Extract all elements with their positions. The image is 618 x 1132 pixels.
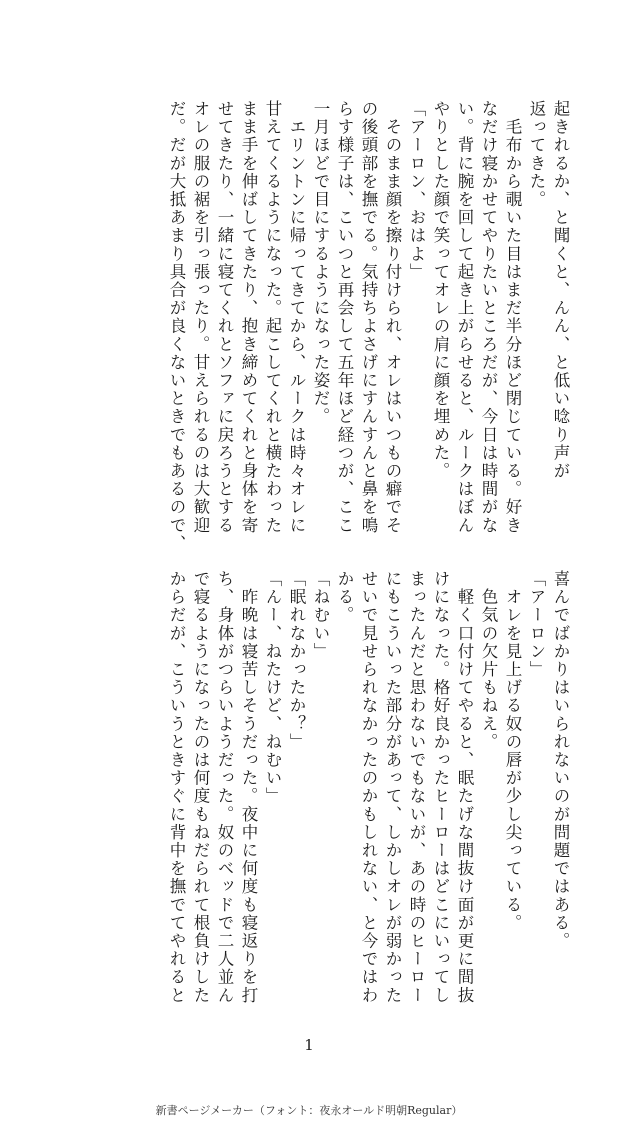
text-block-upper (67, 100, 572, 553)
text-column: やりとした顔で笑ってオレの肩に顔を埋めた。 (431, 100, 450, 481)
text-column: の後頭部を撫でる。気持ちよさげにすんすんと鼻を鳴 (359, 100, 378, 535)
text-column: 「んー、ねたけど、ねむい」 (263, 570, 282, 806)
text-column: で寝るようになったのは何度もねだられて根負けした (191, 570, 210, 1005)
page-number: 1 (304, 1036, 314, 1054)
text-column: い。背に腕を回して起き上がらせると、ルークはぼん (455, 100, 474, 535)
text-column: にもこういった部分があって、しかしオレが弱かった (383, 570, 402, 1005)
text-column: 色気の欠片もねえ。 (479, 570, 498, 751)
text-column: せいで見せられなかったのかもしれない、と今ではわ (359, 570, 378, 1005)
text-column: エリントンに帰ってきてから、ルークは時々オレに (287, 100, 306, 535)
text-column: らす様子は、こいつと再会して五年ほど経つが、ここ (335, 100, 354, 535)
text-column: 「アーロン、おはよ」 (407, 100, 426, 281)
text-block-lower (67, 570, 572, 1010)
text-column: オレの服の裾を引っ張ったり。甘えられるのは大歓迎 (191, 100, 210, 535)
text-column: ち、身体がつらいようだった。奴のベッドで二人並ん (215, 570, 234, 1005)
text-column: 甘えてくるようになった。起こしてくれと横たわった (263, 100, 282, 535)
text-column: けになった。格好良かったヒーローはどこにいってし (431, 570, 450, 1005)
text-column: 一月ほどで目にするようになった姿だ。 (311, 100, 330, 426)
text-column: 「眠れなかったか？」 (287, 570, 306, 751)
text-column: せてきたり、一緒に寝てくれとソファに戻ろうとする (215, 100, 234, 535)
text-column: 起きれるか、と聞くと、んん、と低い唸り声が (551, 100, 570, 481)
text-column: まったんだと思わないでもないが、あの時のヒーロー (407, 570, 426, 1005)
text-column: まま手を伸ばしてきたり、抱き締めてくれと身体を寄 (239, 100, 258, 535)
text-column: 「ねむい」 (311, 570, 330, 661)
text-column: かる。 (335, 570, 354, 625)
text-column: 喜んでばかりはいられないのが問題ではある。 (551, 570, 570, 951)
text-column: 返ってきた。 (527, 100, 546, 209)
text-column: 軽く口付けてやると、眠たげな間抜け面が更に間抜 (455, 570, 474, 1005)
footer-credit: 新書ページメーカー（フォント：夜永オールド明朝Regular） (155, 1104, 463, 1117)
text-column: 「アーロン」 (527, 570, 546, 679)
text-column: だ。だが大抵あまり具合が良くないときでもあるので、 (167, 100, 186, 553)
text-column: 毛布から覗いた目はまだ半分ほど閉じている。好き (503, 100, 522, 535)
text-column: なだけ寝かせてやりたいところだが、今日は時間がな (479, 100, 498, 535)
text-column: そのまま顔を擦り付けられ、オレはいつもの癖でそ (383, 100, 402, 535)
text-column: 昨晩は寝苦しそうだった。夜中に何度も寝返りを打 (239, 570, 258, 1005)
text-column: オレを見上げる奴の唇が少し尖っている。 (503, 570, 522, 932)
text-column: からだが、こういうときすぐに背中を撫でてやれると (167, 570, 186, 1005)
